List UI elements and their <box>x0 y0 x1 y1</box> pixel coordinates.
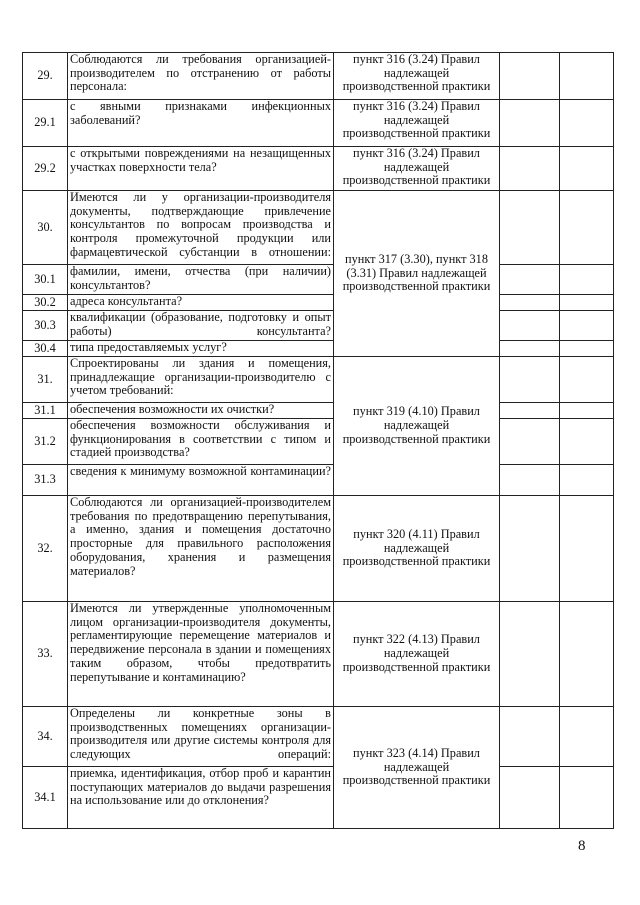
requirement-text: адреса консультанта? <box>68 295 334 311</box>
legal-reference: пункт 316 (3.24) Правил надлежащей производственной практики <box>334 100 500 147</box>
answer-cell <box>500 465 560 496</box>
answer-cell <box>500 311 560 341</box>
row-number: 29.1 <box>23 100 68 147</box>
answer-cell <box>500 147 560 191</box>
page-number: 8 <box>578 838 586 854</box>
table-row <box>23 465 614 496</box>
row-number: 31.2 <box>23 419 68 465</box>
table-row <box>23 341 614 357</box>
requirement-text: обеспечения возможности обслуживания и функционирования в соответствии с типом и стадией производства? <box>68 419 334 465</box>
requirement-text: квалификации (образование, подготовку и опыт работы) консультанта? <box>68 311 334 341</box>
legal-reference: пункт 322 (4.13) Правил надлежащей производственной практики <box>334 602 500 707</box>
note-cell <box>560 265 614 295</box>
requirement-text: с явными признаками инфекционных заболеваний? <box>68 100 334 147</box>
table-row <box>23 100 614 147</box>
checklist-table <box>22 52 614 829</box>
note-cell <box>560 465 614 496</box>
note-cell <box>560 295 614 311</box>
legal-reference: пункт 317 (3.30), пункт 318 (3.31) Правил надлежащей производственной практики <box>334 191 500 357</box>
row-number: 30. <box>23 191 68 265</box>
legal-reference: пункт 319 (4.10) Правил надлежащей производственной практики <box>334 357 500 496</box>
note-cell <box>560 311 614 341</box>
row-number: 30.4 <box>23 341 68 357</box>
table-row <box>23 53 614 100</box>
table-row <box>23 147 614 191</box>
legal-reference: пункт 320 (4.11) Правил надлежащей производственной практики <box>334 496 500 602</box>
answer-cell <box>500 496 560 602</box>
note-cell <box>560 357 614 403</box>
table-row <box>23 403 614 419</box>
row-number: 31.3 <box>23 465 68 496</box>
answer-cell <box>500 767 560 829</box>
requirement-text: Имеются ли у организации-производителя документы, подтверждающие привлечение консультантов по вопросам производства и контроля промежуточной продукции или фармацевтической субстанции в отношении: <box>68 191 334 265</box>
note-cell <box>560 100 614 147</box>
note-cell <box>560 53 614 100</box>
answer-cell <box>500 53 560 100</box>
note-cell <box>560 403 614 419</box>
row-number: 34. <box>23 707 68 767</box>
row-number: 34.1 <box>23 767 68 829</box>
requirement-text: Определены ли конкретные зоны в производственных помещениях организации-производителя или другие системы контроля для следующих операций: <box>68 707 334 767</box>
answer-cell <box>500 419 560 465</box>
row-number: 32. <box>23 496 68 602</box>
requirement-text: обеспечения возможности их очистки? <box>68 403 334 419</box>
answer-cell <box>500 707 560 767</box>
answer-cell <box>500 100 560 147</box>
requirement-text: приемка, идентификация, отбор проб и карантин поступающих материалов до выдачи разрешения на использование или до отклонения? <box>68 767 334 829</box>
table-row <box>23 767 614 829</box>
note-cell <box>560 341 614 357</box>
legal-reference: пункт 316 (3.24) Правил надлежащей производственной практики <box>334 53 500 100</box>
requirement-text: Имеются ли утвержденные уполномоченным лицом организации-производителя документы, регламентирующие перемещение материалов и передвижение персонала в здании и помещениях таким образом, чтобы предотвратить перепутывание и контаминацию? <box>68 602 334 707</box>
row-number: 33. <box>23 602 68 707</box>
table-row <box>23 311 614 341</box>
answer-cell <box>500 265 560 295</box>
row-number: 31.1 <box>23 403 68 419</box>
row-number: 29. <box>23 53 68 100</box>
requirement-text: типа предоставляемых услуг? <box>68 341 334 357</box>
row-number: 30.2 <box>23 295 68 311</box>
row-number: 31. <box>23 357 68 403</box>
note-cell <box>560 707 614 767</box>
table-row <box>23 295 614 311</box>
note-cell <box>560 191 614 265</box>
requirement-text: с открытыми повреждениями на незащищенных участках поверхности тела? <box>68 147 334 191</box>
note-cell <box>560 419 614 465</box>
requirement-text: фамилии, имени, отчества (при наличии) консультантов? <box>68 265 334 295</box>
answer-cell <box>500 602 560 707</box>
row-number: 30.3 <box>23 311 68 341</box>
table-row <box>23 496 614 602</box>
legal-reference: пункт 316 (3.24) Правил надлежащей производственной практики <box>334 147 500 191</box>
note-cell <box>560 496 614 602</box>
note-cell <box>560 767 614 829</box>
answer-cell <box>500 191 560 265</box>
table-row <box>23 602 614 707</box>
row-number: 29.2 <box>23 147 68 191</box>
answer-cell <box>500 295 560 311</box>
row-number: 30.1 <box>23 265 68 295</box>
note-cell <box>560 147 614 191</box>
requirement-text: Соблюдаются ли организацией-производителем требования по предотвращению перепутывания, а именно, здания и помещения достаточно просторные для правильного расположения оборудования, хранения и размещения материалов? <box>68 496 334 602</box>
answer-cell <box>500 357 560 403</box>
table-row <box>23 191 614 265</box>
table-row <box>23 357 614 403</box>
table-row <box>23 265 614 295</box>
legal-reference: пункт 323 (4.14) Правил надлежащей производственной практики <box>334 707 500 829</box>
requirement-text: Соблюдаются ли требования организацией-производителем по отстранению от работы персонала: <box>68 53 334 100</box>
table-row <box>23 419 614 465</box>
note-cell <box>560 602 614 707</box>
answer-cell <box>500 341 560 357</box>
answer-cell <box>500 403 560 419</box>
table-row <box>23 707 614 767</box>
requirement-text: Спроектированы ли здания и помещения, принадлежащие организации-производителю с учетом требований: <box>68 357 334 403</box>
requirement-text: сведения к минимуму возможной контаминации? <box>68 465 334 496</box>
